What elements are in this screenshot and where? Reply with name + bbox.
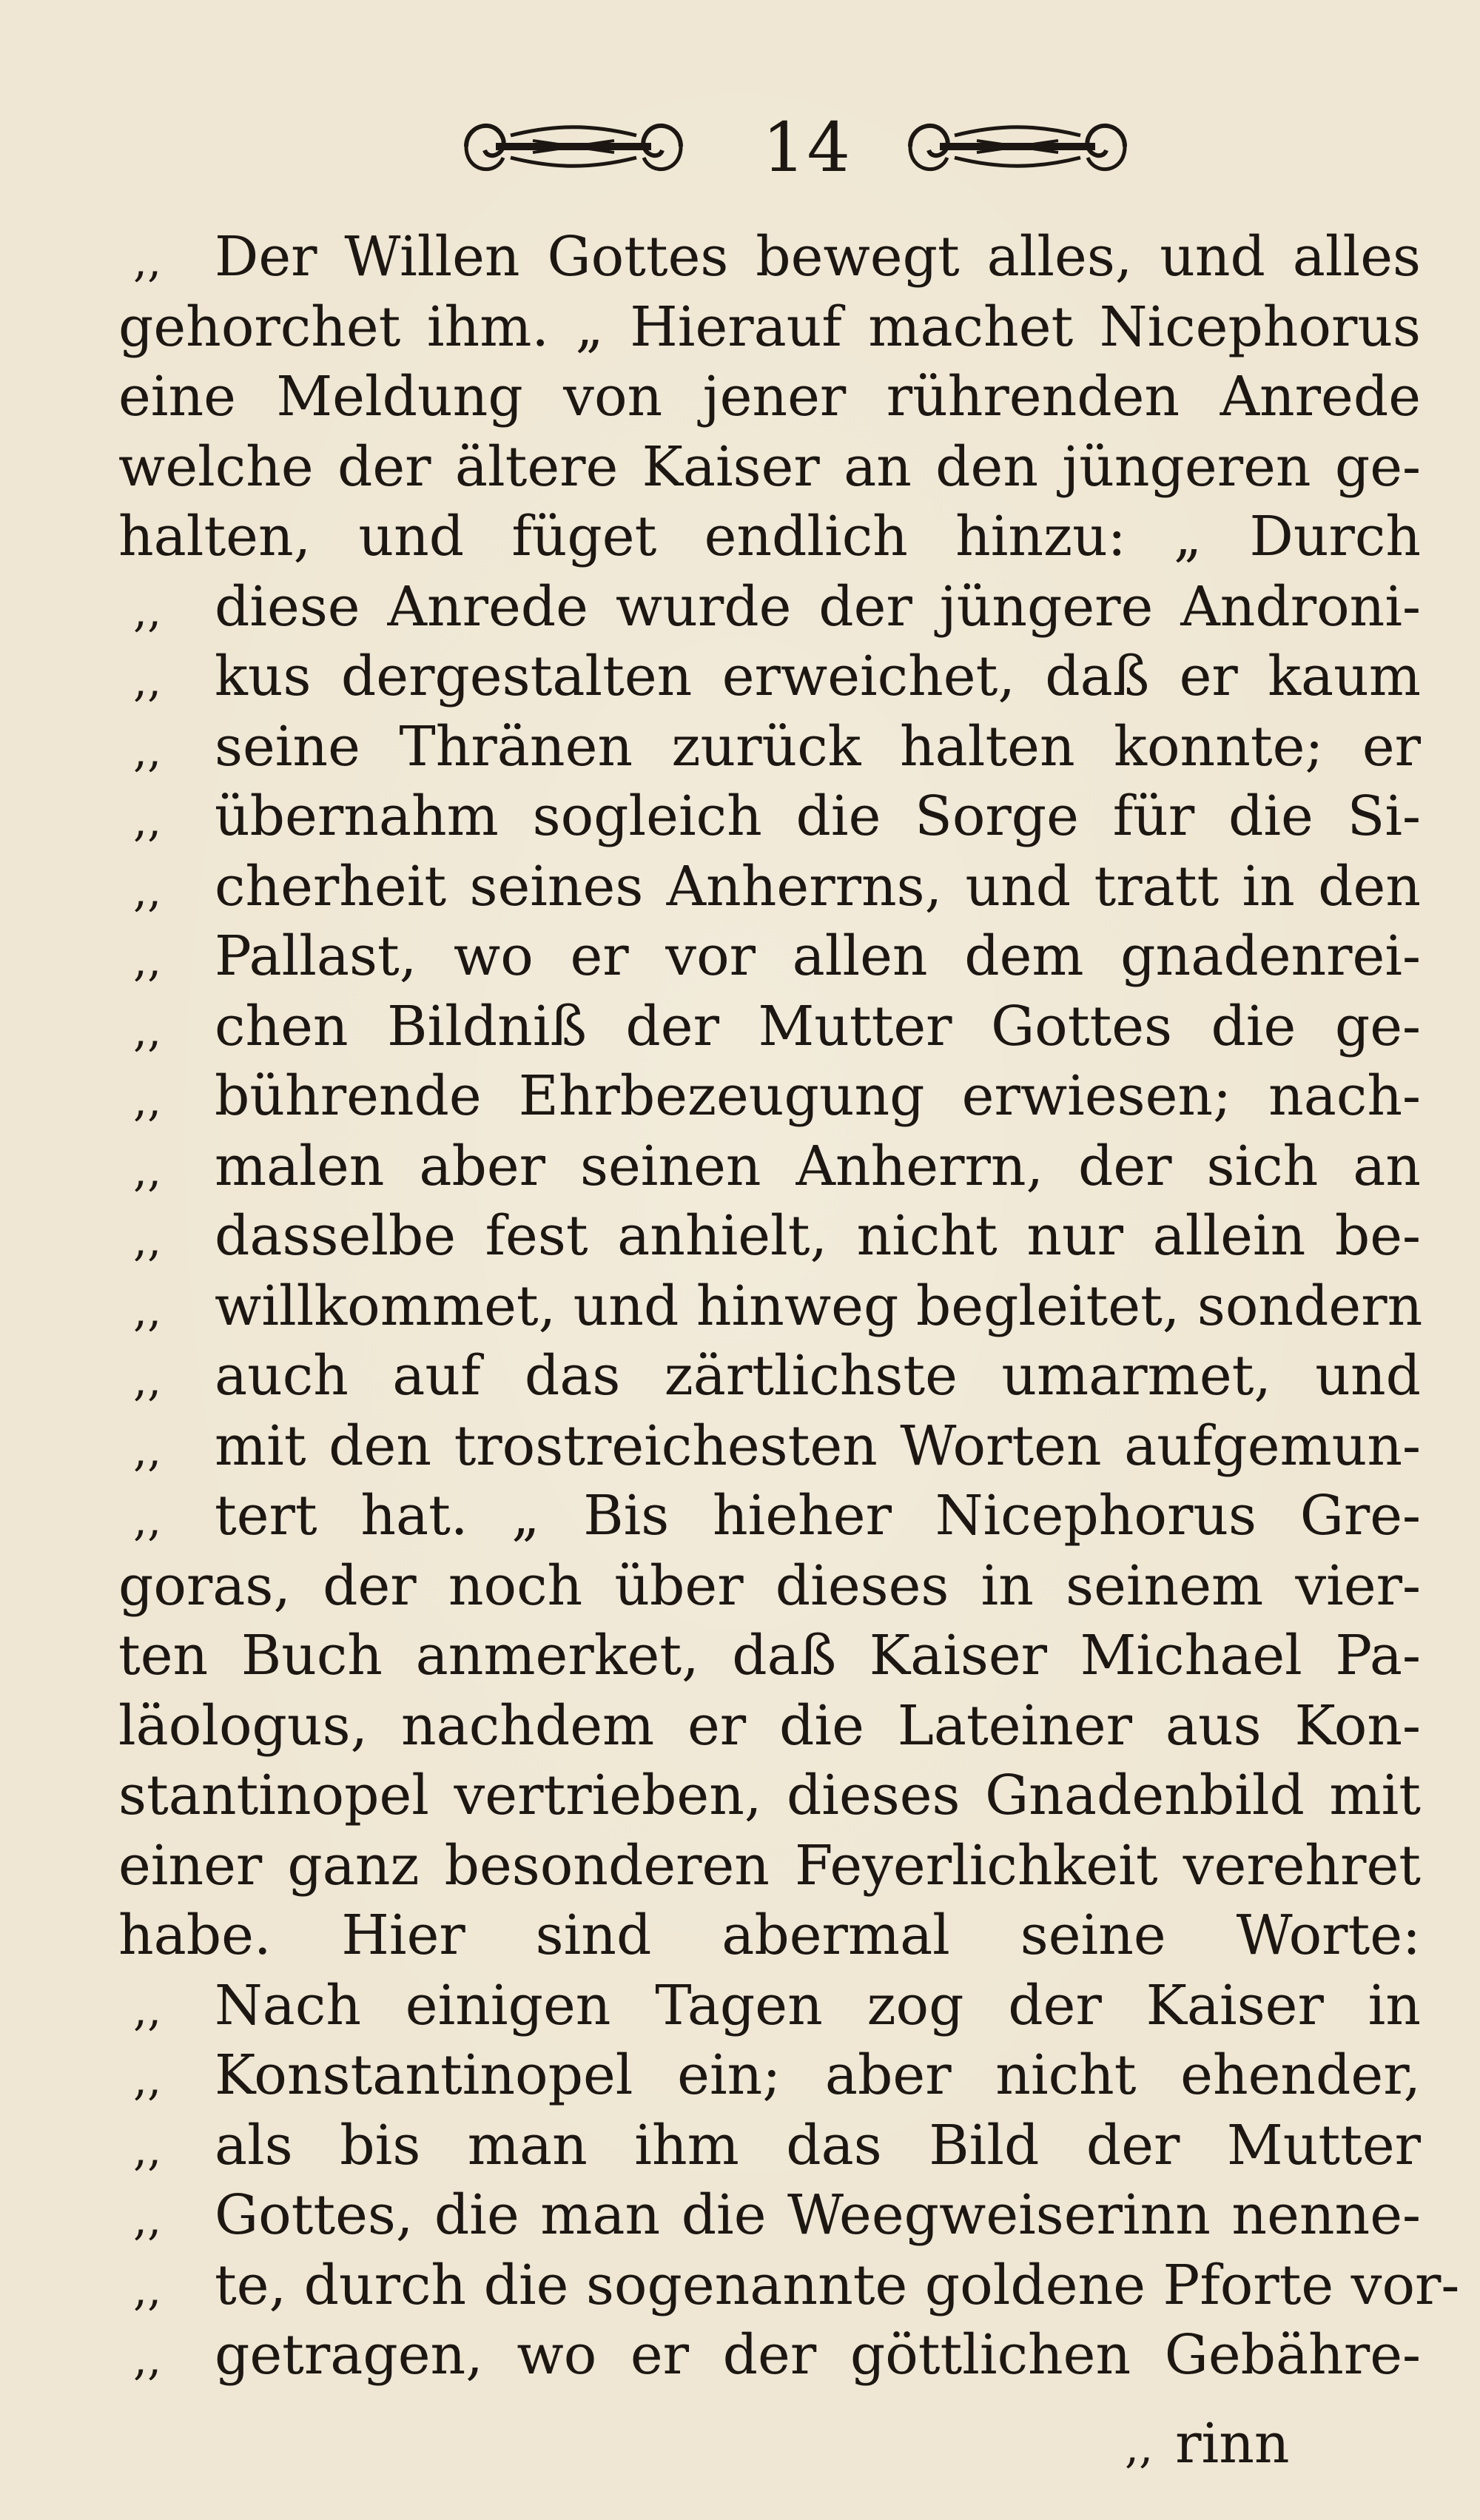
text-line-content: ten Buch anmerket, daß Kaiser Michael Pa- <box>118 1624 1421 1687</box>
text-line-content: eine Meldung von jener rührenden Anrede <box>118 365 1421 429</box>
text-line <box>118 852 1421 922</box>
catchword <box>1125 2409 1290 2482</box>
text-line <box>118 502 1421 572</box>
text-line-content: willkommet, und hinweg begleitet, sondern <box>215 1274 1423 1338</box>
text-line-content: Gottes, die man die Weegweiserinn nenne- <box>215 2183 1421 2247</box>
quote-mark: ,, <box>133 1424 162 1476</box>
text-line <box>118 362 1421 432</box>
quote-mark: ,, <box>133 2333 162 2385</box>
text-line-content: Nach einigen Tagen zog der Kaiser in <box>215 1973 1421 2037</box>
text-line <box>118 1341 1421 1411</box>
text-line <box>118 1691 1421 1761</box>
text-line <box>118 1901 1421 1971</box>
text-line <box>118 2040 1421 2111</box>
text-line <box>118 1761 1421 1831</box>
catchword-text: rinn <box>1175 2412 1290 2476</box>
text-line-content: übernahm sogleich die Sorge für die Si- <box>215 784 1421 848</box>
text-line-content: gehorchet ihm. „ Hierauf machet Nicephorus <box>118 295 1421 359</box>
text-line <box>118 782 1421 852</box>
text-line <box>118 1411 1421 1482</box>
quote-mark: ,, <box>133 235 162 287</box>
text-line-content: goras, der noch über dieses in seinem vier- <box>118 1553 1421 1618</box>
text-line-content: malen aber seinen Anherrn, der sich an <box>215 1134 1421 1198</box>
text-line-content: getragen, wo er der göttlichen Gebähre- <box>215 2323 1421 2387</box>
text-line-content: chen Bildniß der Mutter Gottes die ge- <box>215 994 1421 1058</box>
text-line-content: Der Willen Gottes bewegt alles, und alles <box>215 225 1421 289</box>
text-line <box>118 292 1421 363</box>
quote-mark: ,, <box>133 1983 162 2036</box>
ornament-left-icon <box>451 110 696 184</box>
text-line <box>118 2251 1460 2321</box>
text-line-content: auch auf das zärtlichste umarmet, und <box>215 1344 1421 1408</box>
ornament-right-icon <box>895 110 1140 184</box>
quote-mark: ,, <box>133 585 162 637</box>
text-line-content: kus dergestalten erweichet, daß er kaum <box>215 645 1421 708</box>
quote-mark: ,, <box>133 864 162 917</box>
text-line <box>118 2111 1421 2181</box>
quote-mark: ,, <box>133 795 162 847</box>
text-line-content: seine Thränen zurück halten konnte; er <box>215 714 1421 779</box>
quote-mark: ,, <box>133 1354 162 1406</box>
text-line <box>118 1971 1421 2041</box>
text-line-content: welche der ältere Kaiser an den jüngeren ge- <box>118 434 1421 499</box>
text-line-content: als bis man ihm das Bild der Mutter <box>215 2113 1421 2177</box>
quote-mark: ,, <box>133 935 162 987</box>
text-line-content: Pallast, wo er vor allen dem gnadenrei- <box>215 924 1421 988</box>
quote-mark: ,, <box>133 2194 162 2245</box>
text-line <box>118 1132 1421 1202</box>
quote-mark: ,, <box>133 1214 162 1266</box>
text-line-content: habe. Hier sind abermal seine Worte: <box>118 1904 1421 1967</box>
quote-mark: ,, <box>133 2263 162 2316</box>
text-line <box>118 1271 1421 1342</box>
quote-mark: ,, <box>133 2123 162 2176</box>
text-line-content: bührende Ehrbezeugung erwiesen; nach- <box>215 1064 1421 1128</box>
text-line-content: diese Anrede wurde der jüngere Androni- <box>215 574 1421 639</box>
body-text <box>118 222 1460 2390</box>
quote-mark: ,, <box>133 1075 162 1126</box>
page-header <box>0 104 1480 192</box>
text-line-content: dasselbe fest anhielt, nicht nur allein be- <box>215 1204 1421 1268</box>
text-line <box>118 2180 1421 2251</box>
text-line <box>118 1201 1421 1271</box>
quote-mark: ,, <box>133 725 162 777</box>
text-line-content: te, durch die sogenannte goldene Pforte vor- <box>215 2253 1460 2317</box>
text-line <box>118 921 1421 992</box>
text-line-content: läologus, nachdem er die Lateiner aus Kon- <box>118 1693 1421 1758</box>
text-line <box>118 992 1421 1062</box>
text-line-content: stantinopel vertrieben, dieses Gnadenbild mit <box>118 1764 1421 1827</box>
quote-mark: ,, <box>133 2054 162 2106</box>
text-line <box>118 222 1421 292</box>
text-line <box>118 1061 1421 1132</box>
text-line <box>118 1831 1421 1901</box>
text-line <box>118 1551 1421 1622</box>
page-number: 14 <box>762 108 852 187</box>
quote-mark: ,, <box>133 1144 162 1197</box>
text-line <box>118 1481 1421 1551</box>
quote-mark: ,, <box>133 1494 162 1546</box>
quote-mark: ,, <box>133 1284 162 1337</box>
text-line <box>118 572 1421 642</box>
text-line-content: einer ganz besonderen Feyerlichkeit verehret <box>118 1833 1421 1898</box>
text-line <box>118 712 1421 782</box>
text-line <box>118 2320 1421 2390</box>
quote-mark: ,, <box>133 1004 162 1057</box>
text-line <box>118 432 1421 503</box>
text-line-content: Konstantinopel ein; aber nicht ehender, <box>215 2043 1421 2107</box>
text-line-content: halten, und füget endlich hinzu: „ Durch <box>118 505 1421 568</box>
text-line <box>118 1621 1421 1691</box>
quote-mark: ,, <box>133 655 162 707</box>
text-line-content: mit den trostreichesten Worten aufgemun- <box>215 1414 1421 1478</box>
text-line-content: tert hat. „ Bis hieher Nicephorus Gre- <box>215 1484 1421 1548</box>
quote-mark: ,, <box>1125 2422 1154 2473</box>
text-line-content: cherheit seines Anherrns, und tratt in den <box>215 854 1421 918</box>
text-line <box>118 642 1421 712</box>
